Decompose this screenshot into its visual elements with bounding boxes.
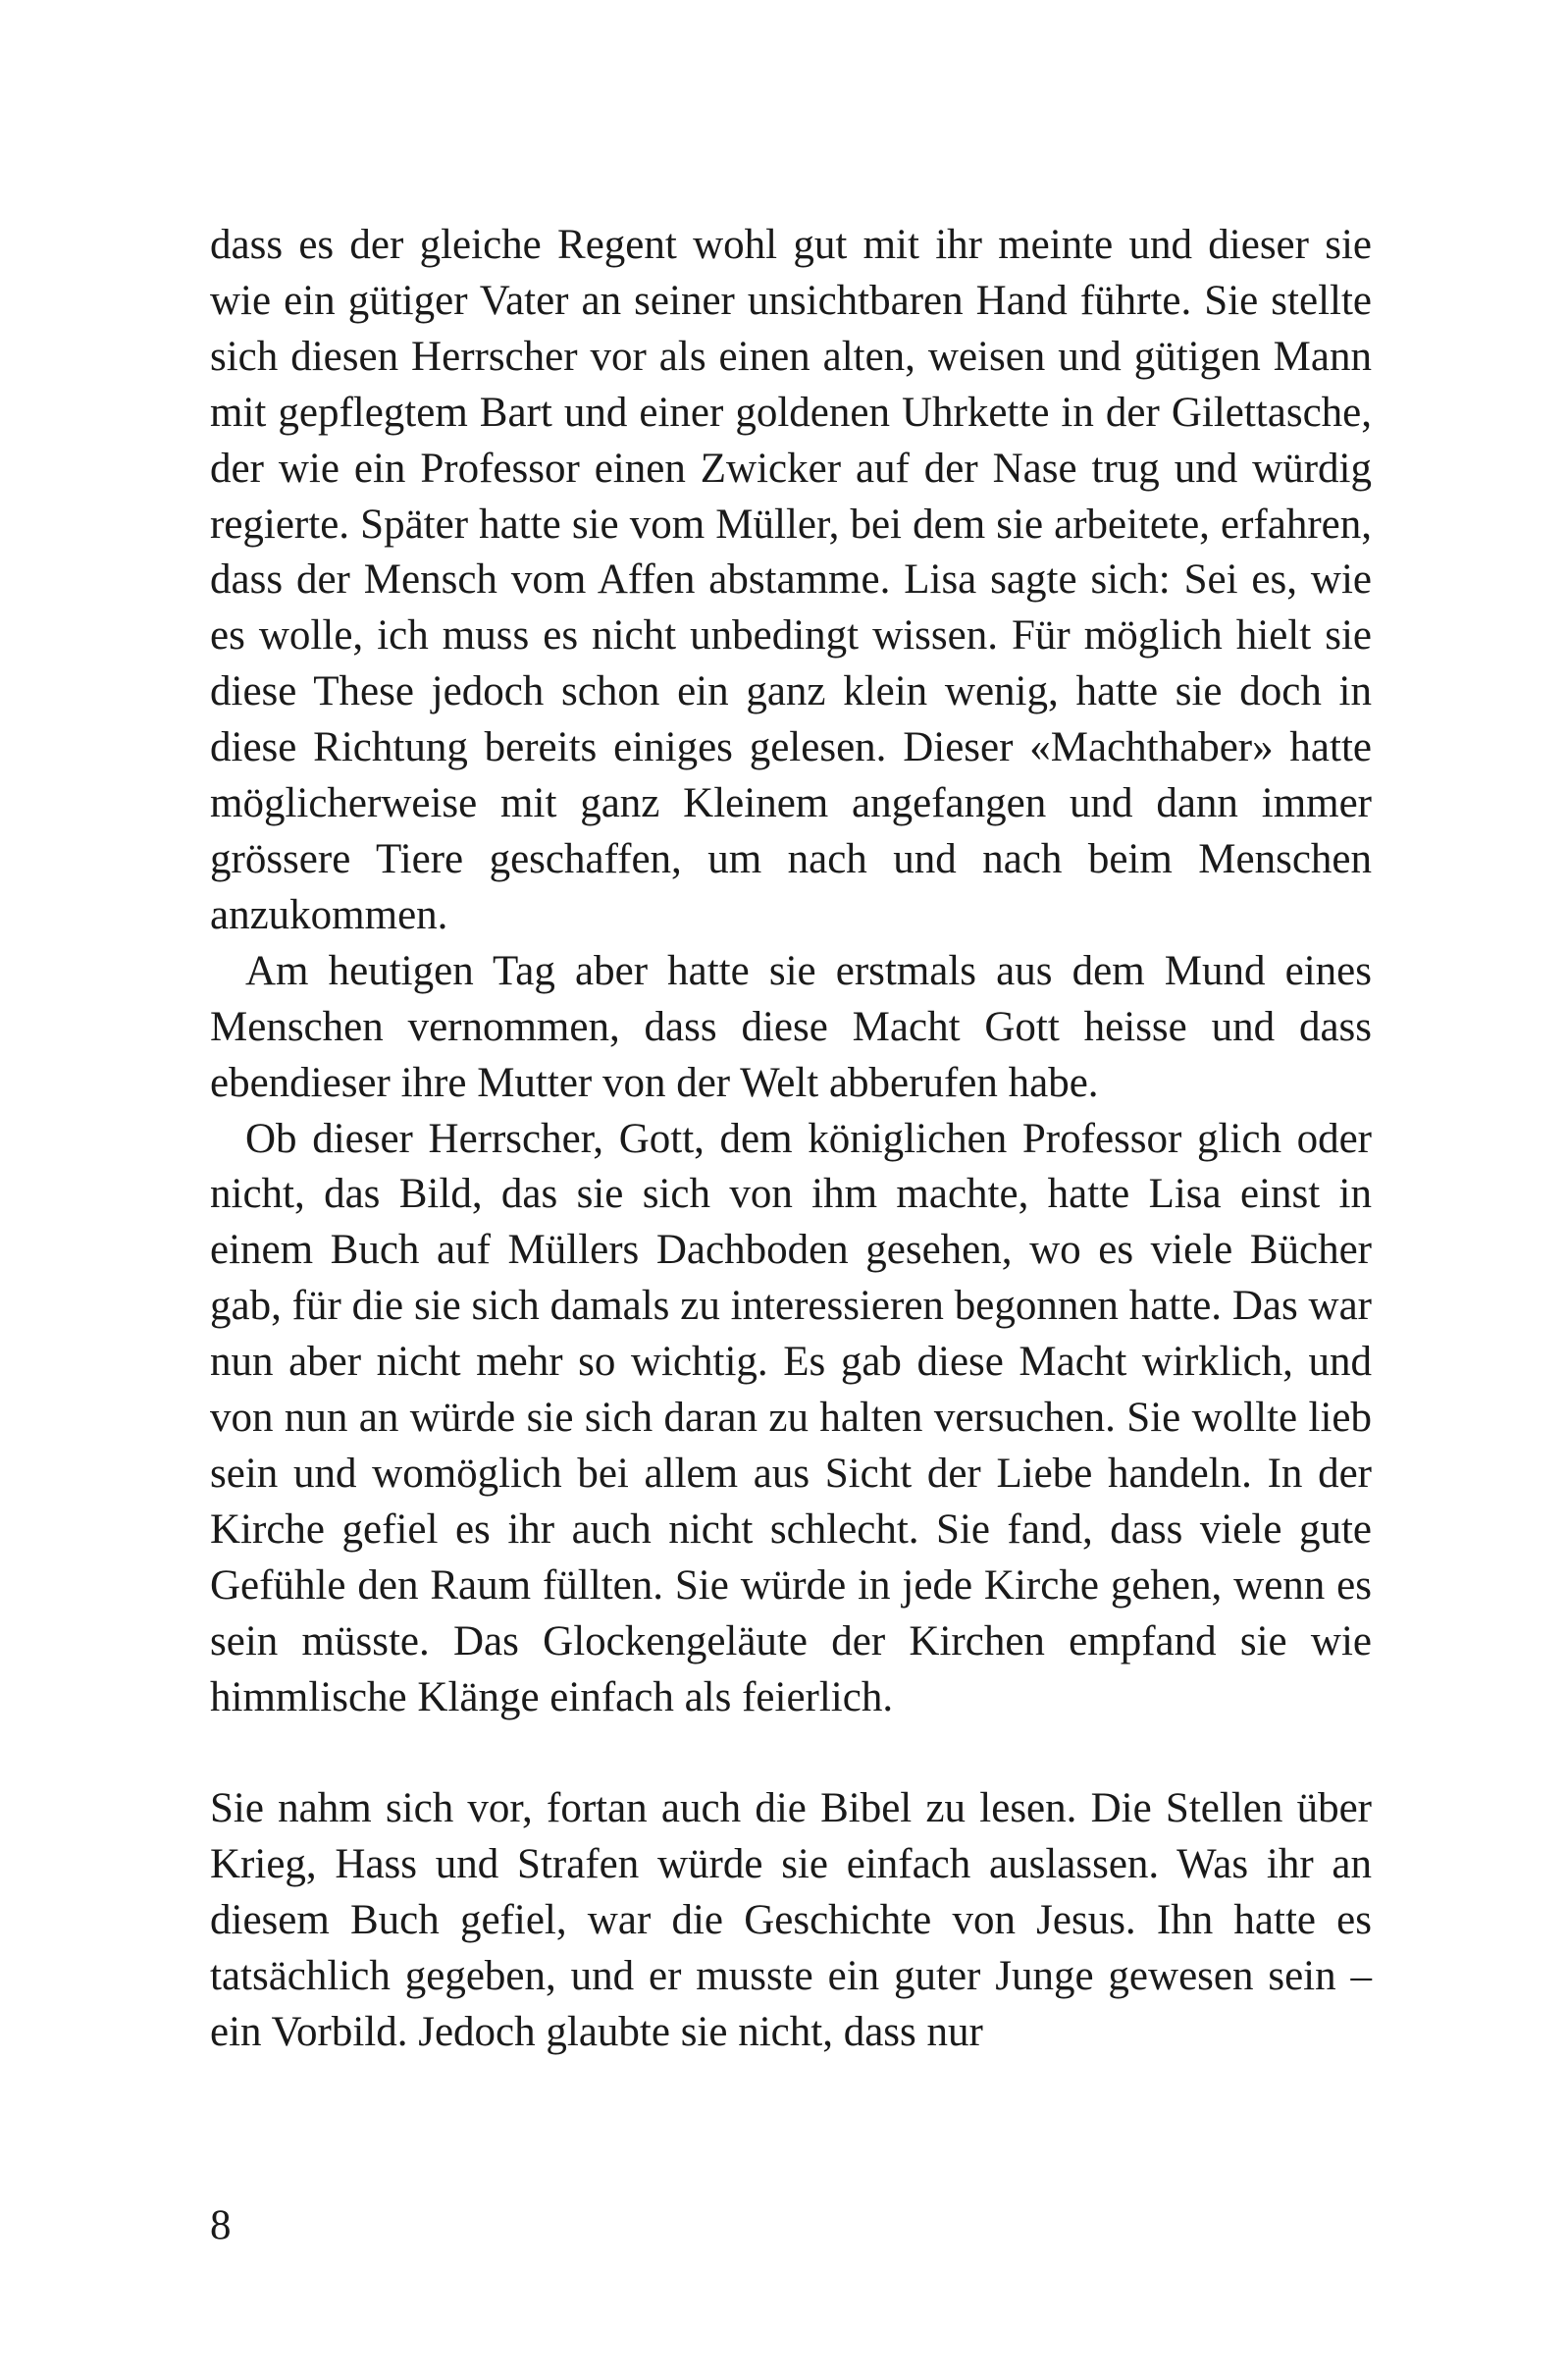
page-number: 8 <box>210 2202 232 2248</box>
paragraph-1: dass es der gleiche Regent wohl gut mit ihr meinte und dieser sie wie ein gütiger Vater an seiner unsichtbaren Hand führte. Sie stellte sich diesen Herrscher vor als einen alten, weisen und gütigen Mann mit gepflegtem Bart und einer goldenen Uhrkette in der Gilettasche, der wie ein Professor einen Zwicker auf der Nase trug und würdig regierte. Später hatte sie vom Müller, bei dem sie arbeitete, erfahren, dass der Mensch vom Affen abstamme. Lisa sagte sich: Sei es, wie es wolle, ich muss es nicht unbedingt wissen. Für möglich hielt sie diese These jedoch schon ein ganz klein wenig, hatte sie doch in diese Richtung bereits einiges gelesen. Dieser «Machthaber» hatte möglicherweise mit ganz Kleinem angefangen und dann immer grössere Tiere geschaffen, um nach und nach beim Menschen anzukommen. <box>210 222 1372 938</box>
paragraph-4: Sie nahm sich vor, fortan auch die Bibel zu lesen. Die Stellen über Krieg, Hass und Strafen würde sie einfach auslassen. Was ihr an diesem Buch gefiel, war die Geschichte von Jesus. Ihn hatte es tatsächlich gegeben, und er musste ein guter Junge gewesen sein – ein Vorbild. Jedoch glaubte sie nicht, dass nur <box>210 1785 1372 2055</box>
paragraph-3: Ob dieser Herrscher, Gott, dem königlichen Professor glich oder nicht, das Bild, das sie sich von ihm machte, hatte Lisa einst in einem Buch auf Müllers Dachboden gesehen, wo es viele Bücher gab, für die sie sich damals zu interessieren begonnen hatte. Das war nun aber nicht mehr so wichtig. Es gab diese Macht wirklich, und von nun an würde sie sich daran zu halten versuchen. Sie wollte lieb sein und womöglich bei allem aus Sicht der Liebe handeln. In der Kirche gefiel es ihr auch nicht schlecht. Sie fand, dass viele gute Gefühle den Raum füllten. Sie würde in jede Kirche gehen, wenn es sein müsste. Das Glockengeläute der Kirchen empfand sie wie himmlische Klänge einfach als feierlich. <box>210 1115 1372 1720</box>
text-block <box>210 218 1372 2061</box>
page-body <box>210 218 1372 2061</box>
section-break <box>210 1725 1372 1781</box>
paragraph-2: Am heutigen Tag aber hatte sie erstmals aus dem Mund eines Menschen vernommen, dass diese Macht Gott heisse und dass ebendieser ihre Mutter von der Welt abberufen habe. <box>210 947 1372 1106</box>
